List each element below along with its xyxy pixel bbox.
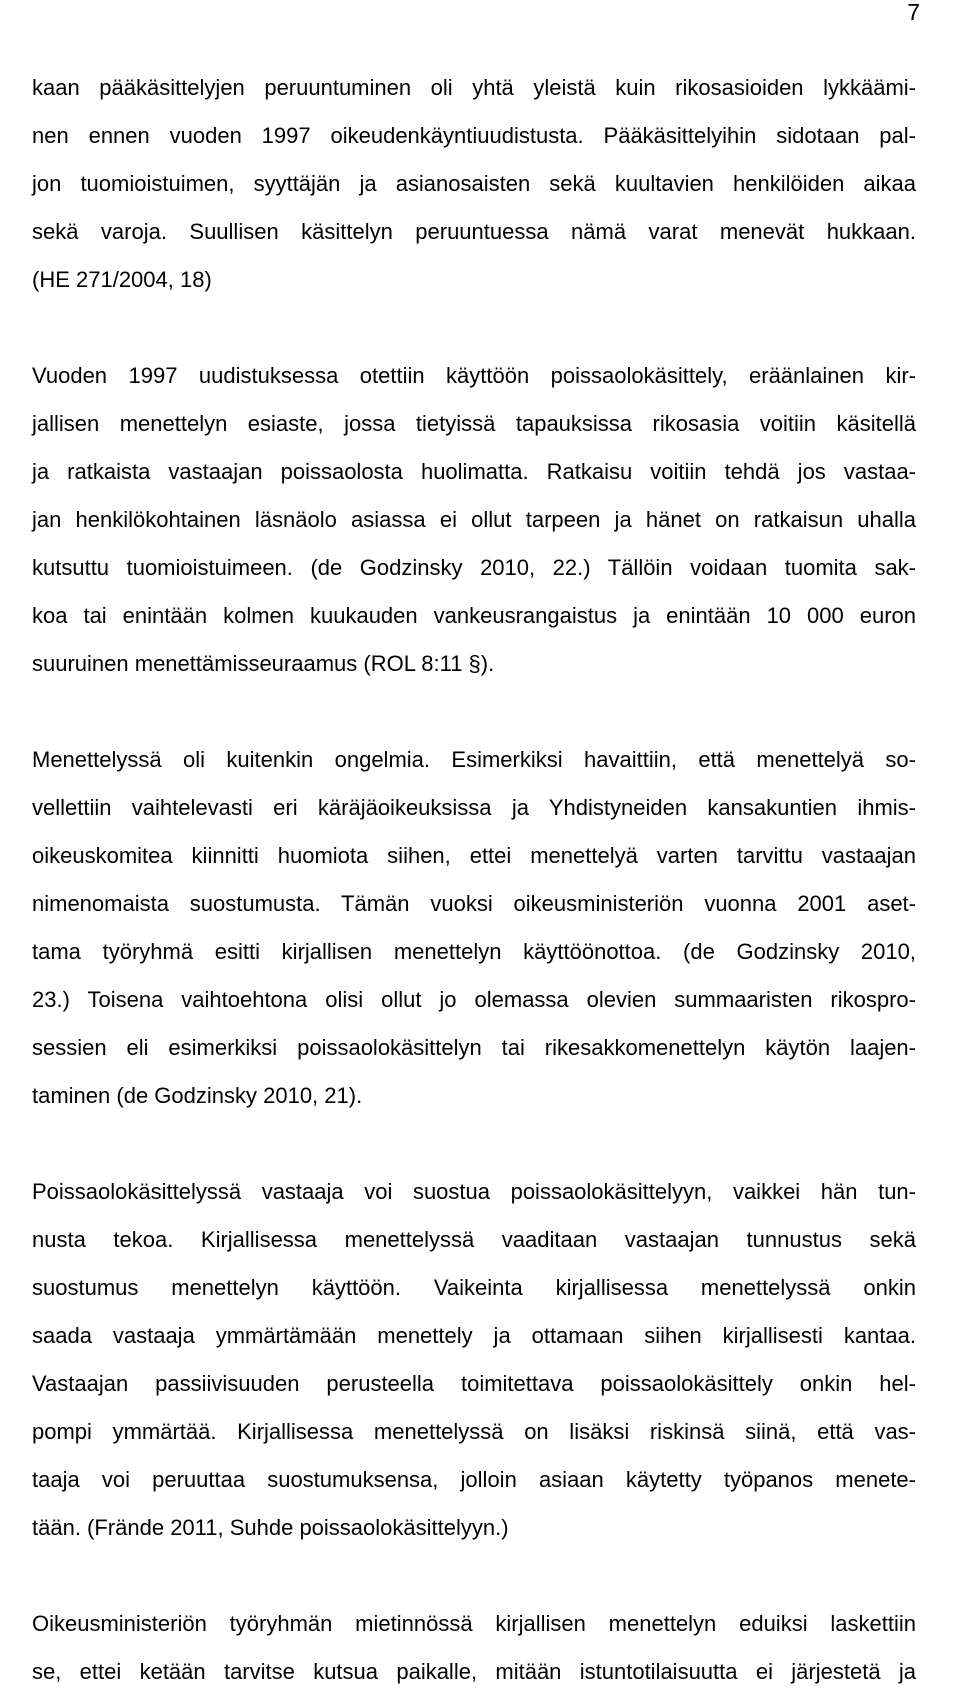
text-line: Vastaajan passiivisuuden perusteella toimitettava poissaolokäsittely onkin hel- [32, 1371, 916, 1396]
page-number: 7 [907, 0, 920, 25]
text-line: nen ennen vuoden 1997 oikeudenkäyntiuudistusta. Pääkäsittelyihin sidotaan pal- [32, 123, 916, 148]
text-line: suuruinen menettämisseuraamus (ROL 8:11 §). [32, 651, 495, 676]
text-line: suostumus menettelyn käyttöön. Vaikeinta kirjallisessa menettelyssä onkin [32, 1275, 916, 1300]
text-line: Oikeusministeriön työryhmän mietinnössä kirjallisen menettelyn eduiksi laskettiin [32, 1611, 916, 1636]
text-line: koa tai enintään kolmen kuukauden vankeusrangaistus ja enintään 10 000 euron [32, 603, 916, 628]
text-line: 23.) Toisena vaihtoehtona olisi ollut jo olemassa olevien summaaristen rikospro- [32, 987, 916, 1012]
text-line: saada vastaaja ymmärtämään menettely ja ottamaan siihen kirjallisesti kantaa. [32, 1323, 916, 1348]
paragraph-gap [32, 304, 916, 352]
text-line: jallisen menettelyn esiaste, jossa tietyissä tapauksissa rikosasia voitiin käsitellä [32, 411, 916, 436]
text-line: taminen (de Godzinsky 2010, 21). [32, 1083, 363, 1108]
text-line: jan henkilökohtainen läsnäolo asiassa ei ollut tarpeen ja hänet on ratkaisun uhalla [32, 507, 916, 532]
paragraph-gap [32, 1552, 916, 1600]
text-line: tama työryhmä esitti kirjallisen menettelyn käyttöönottoa. (de Godzinsky 2010, [32, 939, 916, 964]
document-body [32, 64, 916, 1696]
text-line: kaan pääkäsittelyjen peruuntuminen oli yhtä yleistä kuin rikosasioiden lykkäämi- [32, 75, 916, 100]
paragraph-2 [32, 352, 916, 688]
text-line: Poissaolokäsittelyssä vastaaja voi suostua poissaolokäsittelyyn, vaikkei hän tun- [32, 1179, 916, 1204]
text-line: tään. (Frände 2011, Suhde poissaolokäsittelyyn.) [32, 1515, 509, 1540]
paragraph-4 [32, 1168, 916, 1552]
paragraph-gap [32, 688, 916, 736]
text-line: Vuoden 1997 uudistuksessa otettiin käyttöön poissaolokäsittely, eräänlainen kir- [32, 363, 916, 388]
text-line: ja ratkaista vastaajan poissaolosta huolimatta. Ratkaisu voitiin tehdä jos vastaa- [32, 459, 916, 484]
text-line: Menettelyssä oli kuitenkin ongelmia. Esimerkiksi havaittiin, että menettelyä so- [32, 747, 916, 772]
text-line: se, ettei ketään tarvitse kutsua paikalle, mitään istuntotilaisuutta ei järjestetä ja [32, 1659, 916, 1684]
paragraph-3 [32, 736, 916, 1120]
text-line: (HE 271/2004, 18) [32, 267, 212, 292]
text-line: oikeuskomitea kiinnitti huomiota siihen, ettei menettelyä varten tarvittu vastaajan [32, 843, 916, 868]
text-line: vellettiin vaihtelevasti eri käräjäoikeuksissa ja Yhdistyneiden kansakuntien ihmis- [32, 795, 916, 820]
paragraph-5 [32, 1600, 916, 1696]
text-line: kutsuttu tuomioistuimeen. (de Godzinsky 2010, 22.) Tällöin voidaan tuomita sak- [32, 555, 916, 580]
text-line: nimenomaista suostumusta. Tämän vuoksi oikeusministeriön vuonna 2001 aset- [32, 891, 916, 916]
paragraph-1 [32, 64, 916, 304]
text-line: sessien eli esimerkiksi poissaolokäsittelyn tai rikesakkomenettelyn käytön laajen- [32, 1035, 916, 1060]
text-line: sekä varoja. Suullisen käsittelyn peruuntuessa nämä varat menevät hukkaan. [32, 219, 916, 244]
paragraph-gap [32, 1120, 916, 1168]
text-line: jon tuomioistuimen, syyttäjän ja asianosaisten sekä kuultavien henkilöiden aikaa [32, 171, 916, 196]
text-line: taaja voi peruuttaa suostumuksensa, jolloin asiaan käytetty työpanos menete- [32, 1467, 916, 1492]
text-line: nusta tekoa. Kirjallisessa menettelyssä vaaditaan vastaajan tunnustus sekä [32, 1227, 916, 1252]
text-line: pompi ymmärtää. Kirjallisessa menettelyssä on lisäksi riskinsä siinä, että vas- [32, 1419, 916, 1444]
